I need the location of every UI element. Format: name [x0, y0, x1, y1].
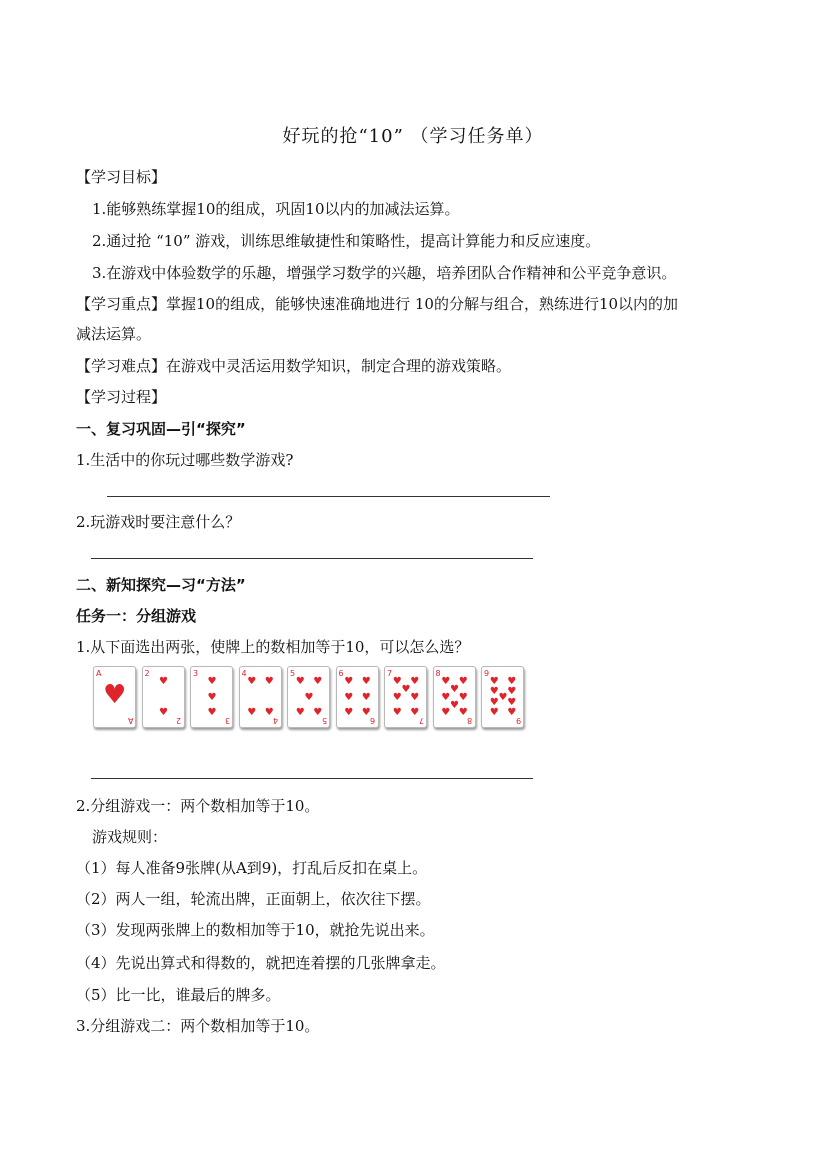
heart-icon: ♥: [264, 676, 274, 688]
heart-icon: ♥: [344, 676, 354, 688]
heart-icon: ♥: [401, 683, 411, 695]
card-rank-top: 5: [290, 669, 296, 678]
playing-card-A[interactable]: [93, 666, 136, 728]
heart-icon: ♥: [207, 691, 217, 703]
heart-icon: ♥: [361, 691, 371, 703]
section1-heading: 一、复习巩固—引“探究”: [76, 420, 246, 438]
heart-icon: ♥: [489, 707, 499, 718]
heart-icon: ♥: [344, 691, 354, 703]
goals-heading: 【学习目标】: [76, 168, 167, 186]
heart-icon: ♥: [103, 680, 127, 710]
heart-icon: ♥: [410, 676, 420, 688]
heart-icon: ♥: [344, 707, 354, 718]
card-pips: [442, 675, 467, 719]
card-rank-top: 7: [387, 669, 393, 678]
answer-line-2[interactable]: [91, 558, 533, 559]
rule-item-3: （3）发现两张牌上的数相加等于10，就抢先说出来。: [76, 921, 435, 939]
heart-icon: ♥: [507, 707, 517, 718]
rule-item-2: （2）两人一组，轮流出牌，正面朝上，依次往下摆。: [76, 890, 431, 908]
goal-item-2: 2.通过抢 “10” 游戏，训练思维敏捷性和策略性，提高计算能力和反应速度。: [92, 232, 601, 250]
card-rank-top: 2: [144, 669, 150, 678]
section1-question-2: 2.玩游戏时要注意什么？: [76, 513, 241, 531]
card-rank-top: 8: [435, 669, 441, 678]
card-rank-bottom: 3: [224, 716, 230, 725]
heart-icon: ♥: [489, 696, 499, 708]
heart-icon: ♥: [304, 691, 314, 703]
heart-icon: ♥: [313, 707, 323, 718]
heart-icon: ♥: [441, 676, 451, 688]
heart-icon: ♥: [361, 707, 371, 718]
rule-item-4: （4）先说出算式和得数的，就把连着摆的几张牌拿走。: [76, 954, 446, 972]
heart-icon: ♥: [361, 676, 371, 688]
heart-icon: ♥: [295, 676, 305, 688]
playing-card-7[interactable]: [384, 666, 427, 728]
rule-item-5: （5）比一比，谁最后的牌多。: [76, 986, 281, 1004]
card-rank-bottom: 6: [370, 716, 376, 725]
heart-icon: ♥: [295, 707, 305, 718]
difficulty-text: 【学习难点】在游戏中灵活运用数学知识，制定合理的游戏策略。: [76, 357, 512, 375]
heart-icon: ♥: [392, 691, 402, 703]
heart-icon: ♥: [264, 707, 274, 718]
card-rank-bottom: 2: [176, 716, 182, 725]
heart-icon: ♥: [458, 676, 468, 688]
goal-item-3: 3.在游戏中体验数学的乐趣，增强学习数学的兴趣，培养团队合作精神和公平竞争意识。: [92, 264, 677, 282]
card-rank-bottom: 8: [467, 716, 473, 725]
card-pips: [393, 675, 418, 719]
heart-icon: ♥: [507, 676, 517, 688]
answer-line-3[interactable]: [91, 778, 533, 779]
card-pips: [296, 675, 321, 719]
heart-icon: ♥: [458, 707, 468, 718]
card-pips: [102, 675, 127, 719]
section2-heading: 二、新知探究—习“方法”: [76, 576, 246, 594]
heart-icon: ♥: [450, 683, 459, 695]
heart-icon: ♥: [507, 686, 517, 698]
process-heading: 【学习过程】: [76, 388, 167, 406]
card-rank-top: 4: [241, 669, 247, 678]
answer-line-1[interactable]: [107, 496, 550, 497]
heart-icon: ♥: [410, 707, 420, 718]
playing-card-5[interactable]: [287, 666, 330, 728]
card-pips: [199, 675, 224, 719]
card-pips: [345, 675, 370, 719]
card-rank-top: A: [96, 669, 102, 678]
card-pips: [151, 675, 176, 719]
playing-card-6[interactable]: [336, 666, 379, 728]
heart-icon: ♥: [441, 707, 451, 718]
heart-icon: ♥: [392, 676, 402, 688]
game1-title: 2.分组游戏一：两个数相加等于10。: [76, 797, 320, 815]
playing-card-4[interactable]: [239, 666, 282, 728]
playing-cards-row: [93, 666, 533, 728]
heart-icon: ♥: [458, 691, 468, 703]
heart-icon: ♥: [207, 707, 217, 718]
card-pips: [248, 675, 273, 719]
heart-icon: ♥: [450, 699, 459, 711]
card-rank-top: 9: [484, 669, 490, 678]
heart-icon: ♥: [489, 686, 499, 698]
heart-icon: ♥: [207, 676, 217, 688]
section1-question-1: 1.生活中的你玩过哪些数学游戏?: [76, 451, 294, 469]
playing-card-2[interactable]: [142, 666, 185, 728]
heart-icon: ♥: [247, 707, 257, 718]
card-rank-top: 3: [193, 669, 199, 678]
card-rank-bottom: 5: [321, 716, 327, 725]
key-points-line-1: 【学习重点】掌握10的组成，能够快速准确地进行 10的分解与组合，熟练进行10以内的加: [76, 295, 679, 313]
playing-card-9[interactable]: [481, 666, 524, 728]
task1-question-1: 1.从下面选出两张，使牌上的数相加等于10，可以怎么选？: [76, 638, 470, 656]
heart-icon: ♥: [247, 676, 257, 688]
game2-title: 3.分组游戏二：两个数相加等于10。: [76, 1017, 320, 1035]
playing-card-8[interactable]: [433, 666, 476, 728]
card-rank-bottom: 4: [273, 716, 279, 725]
heart-icon: ♥: [159, 676, 168, 688]
heart-icon: ♥: [441, 691, 451, 703]
card-rank-bottom: A: [127, 716, 133, 725]
rules-heading: 游戏规则：: [92, 828, 168, 846]
heart-icon: ♥: [410, 691, 420, 703]
key-points-line-2: 减法运算。: [76, 325, 152, 343]
heart-icon: ♥: [313, 676, 323, 688]
card-rank-bottom: 7: [418, 716, 424, 725]
heart-icon: ♥: [489, 676, 499, 688]
page-title: 好玩的抢“10” （学习任务单）: [282, 126, 544, 147]
playing-card-3[interactable]: [190, 666, 233, 728]
goal-item-1: 1.能够熟练掌握10的组成，巩固10以内的加减法运算。: [92, 200, 460, 218]
card-rank-top: 6: [338, 669, 344, 678]
card-rank-bottom: 9: [515, 716, 521, 725]
rule-item-1: （1）每人准备9张牌(从A到9)，打乱后反扣在桌上。: [76, 859, 428, 877]
task1-heading: 任务一：分组游戏: [76, 607, 197, 625]
heart-icon: ♥: [159, 707, 168, 718]
card-pips: [490, 675, 515, 719]
heart-icon: ♥: [498, 691, 508, 703]
heart-icon: ♥: [507, 696, 517, 708]
heart-icon: ♥: [392, 707, 402, 718]
